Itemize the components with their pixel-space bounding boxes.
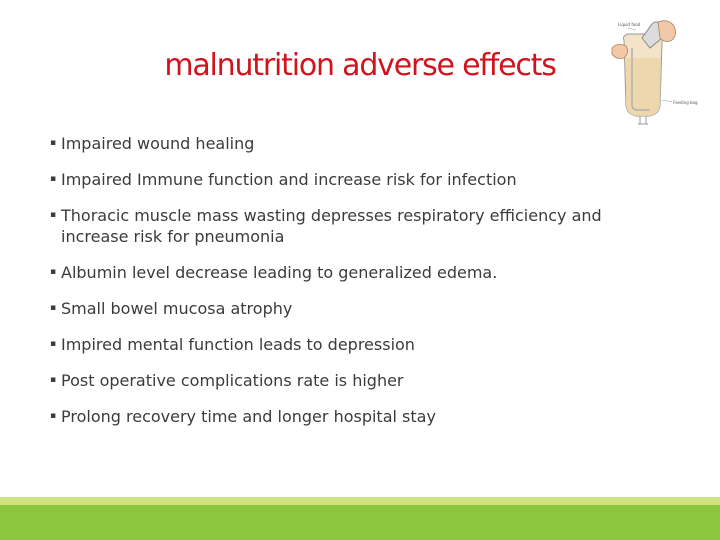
bullet-icon: ▪	[50, 138, 57, 148]
bullet-icon: ▪	[50, 303, 57, 313]
bullet-item	[50, 133, 620, 154]
bullet-text: Impaired Immune function and increase risk for infection	[61, 170, 517, 189]
footer-band	[0, 505, 720, 540]
bullet-icon: ▪	[50, 174, 57, 184]
bullet-text: Albumin level decrease leading to generalized edema.	[61, 263, 498, 282]
bullet-item	[50, 370, 620, 391]
bullet-text: Small bowel mucosa atrophy	[61, 299, 293, 318]
footer-accent-stripe	[0, 497, 720, 505]
bullet-text: Impired mental function leads to depression	[61, 335, 415, 354]
bullet-item	[50, 334, 620, 355]
bullet-icon: ▪	[50, 267, 57, 277]
illustration-label-bottom: Feeding bag	[673, 100, 698, 105]
bullet-icon: ▪	[50, 411, 57, 421]
bullet-item	[50, 406, 620, 427]
bullet-icon: ▪	[50, 339, 57, 349]
bullet-icon: ▪	[50, 210, 57, 220]
bullet-text: Post operative complications rate is higher	[61, 371, 404, 390]
feeding-bag-illustration	[602, 18, 700, 128]
bullet-item	[50, 262, 620, 283]
bullet-text: Prolong recovery time and longer hospital stay	[61, 407, 436, 426]
bullet-icon: ▪	[50, 375, 57, 385]
bullet-item	[50, 298, 620, 319]
bullet-item	[50, 205, 620, 247]
bullet-text: Impaired wound healing	[61, 134, 255, 153]
bullet-text: Thoracic muscle mass wasting depresses respiratory efficiency and increase risk for pneumonia	[61, 206, 602, 246]
illustration-label-top: Liquid food	[618, 22, 641, 27]
bullet-list	[50, 133, 620, 442]
slide-title: malnutrition adverse effects	[164, 48, 556, 83]
bullet-item	[50, 169, 620, 190]
